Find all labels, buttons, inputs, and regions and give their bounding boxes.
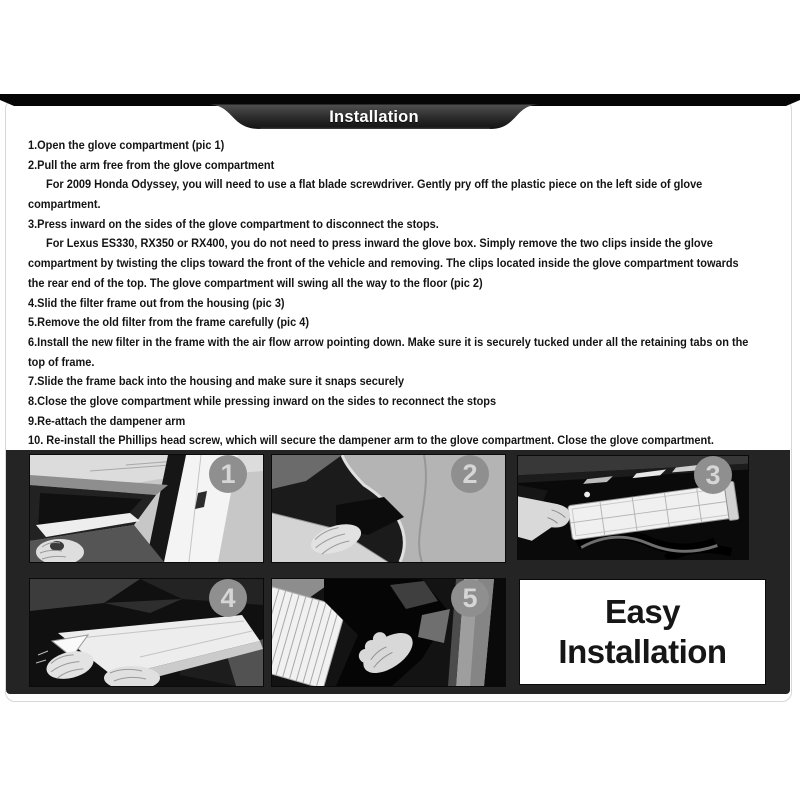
instruction-line: 6.Install the new filter in the frame with the air flow arrow pointing down. Make sure it is securely tucked under all the retaining tabs on the	[28, 334, 749, 349]
step-2-badge: 2	[451, 455, 489, 493]
section-title: Installation	[329, 108, 419, 126]
step-panel-5	[272, 579, 505, 686]
instruction-line: the rear end of the top. The glove compartment will swing all the way to the floor (pic 2)	[28, 275, 483, 290]
instruction-list	[28, 136, 786, 451]
instruction-line: 9.Re-attach the dampener arm	[28, 413, 186, 428]
instruction-line: For Lexus ES330, RX350 or RX400, you do not need to press inward the glove box. Simply remove the two clips inside the glove	[46, 236, 713, 251]
step-1-badge: 1	[209, 455, 247, 493]
instruction-line: compartment by twisting the clips toward the front of the vehicle and removing. The clips located inside the glove compartment towards	[28, 256, 739, 271]
easy-line-1: Easy	[604, 593, 681, 630]
instruction-line: For 2009 Honda Odyssey, you will need to use a flat blade screwdriver. Gently pry off the plastic piece on the left side of glove	[46, 177, 703, 192]
step-panel-4	[30, 579, 263, 686]
instruction-line: 1.Open the glove compartment (pic 1)	[28, 138, 225, 152]
instruction-line: 2.Pull the arm free from the glove compartment	[28, 157, 275, 172]
instruction-line: 8.Close the glove compartment while pressing inward on the sides to reconnect the stops	[28, 393, 497, 408]
instruction-line: 10. Re-install the Phillips head screw, which will secure the dampener arm to the glove compartment. Close the glove compartment.	[28, 433, 714, 448]
instruction-line: 5.Remove the old filter from the frame carefully (pic 4)	[28, 315, 309, 330]
step-panel-2	[272, 455, 505, 562]
easy-line-2: Installation	[558, 633, 727, 670]
instruction-line: 7.Slide the frame back into the housing and make sure it snaps securely	[28, 374, 405, 389]
steps-gallery	[6, 450, 790, 694]
easy-installation-panel	[520, 580, 765, 684]
instruction-line: compartment.	[28, 197, 101, 212]
step-5-badge: 5	[451, 579, 489, 617]
instruction-line: top of frame.	[28, 354, 95, 369]
instruction-line: 4.Slid the filter frame out from the housing (pic 3)	[28, 295, 285, 310]
step-3-badge: 3	[694, 456, 732, 494]
instruction-line: 3.Press inward on the sides of the glove compartment to disconnect the stops.	[28, 216, 439, 231]
step-panel-1	[30, 455, 263, 562]
step-4-badge: 4	[209, 579, 247, 617]
step-panel-3	[518, 456, 748, 559]
